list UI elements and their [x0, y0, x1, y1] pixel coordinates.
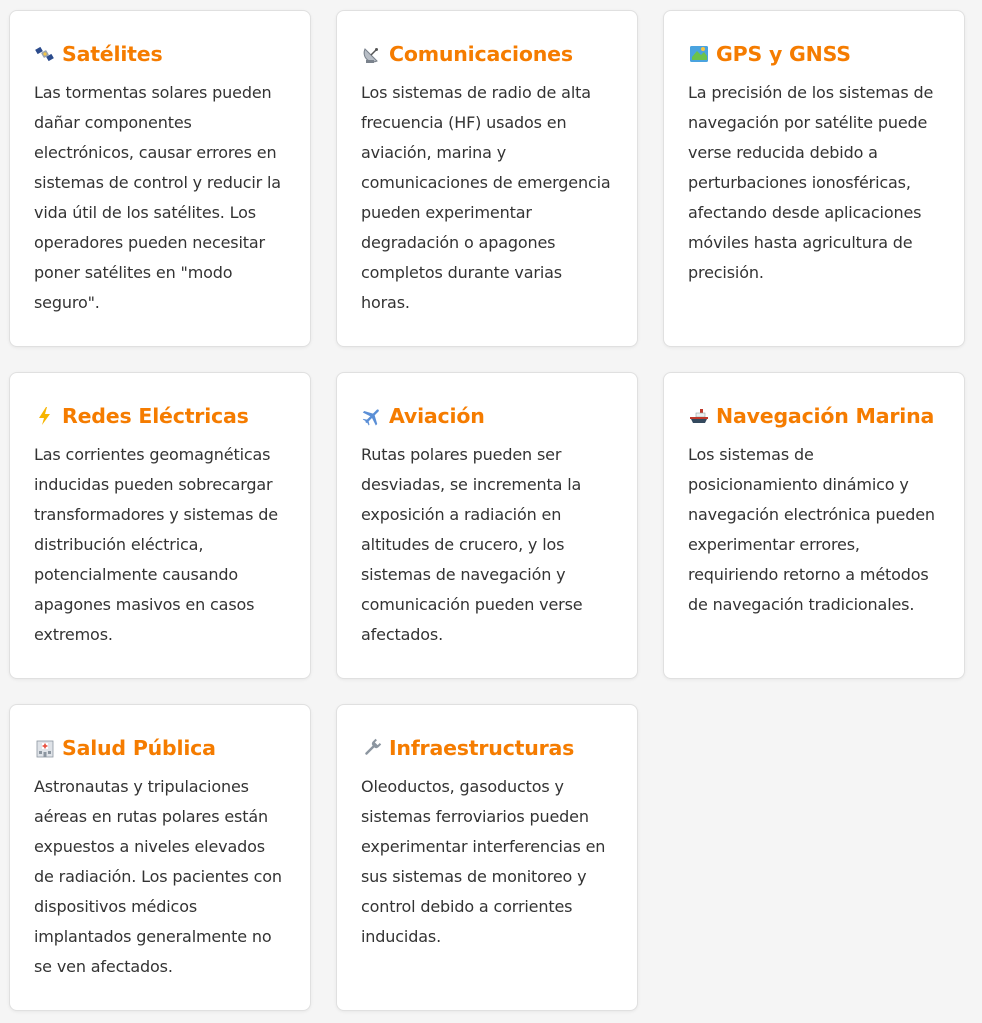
card-navegacion-marina — [663, 372, 965, 679]
card-title — [34, 735, 286, 761]
satellite-icon — [34, 43, 56, 65]
card-description: Las tormentas solares pueden dañar componentes electrónicos, causar errores en sistemas de control y reducir la vida útil de los satélites. Los operadores pueden necesitar poner satélites en "modo seguro". — [34, 83, 281, 312]
card-title-text: Satélites — [62, 42, 163, 66]
card-description: Rutas polares pueden ser desviadas, se incrementa la exposición a radiación en altitudes de crucero, y los sistemas de navegación y comunicación pueden verse afectados. — [361, 445, 583, 644]
satellite-dish-icon — [361, 43, 383, 65]
card-title-text: Salud Pública — [62, 736, 216, 760]
card-title — [361, 735, 613, 761]
card-description: Astronautas y tripulaciones aéreas en rutas polares están expuestos a niveles elevados de radiación. Los pacientes con dispositivos médicos implantados generalmente no se ven afectados. — [34, 777, 282, 976]
wrench-icon — [361, 737, 383, 759]
card-title-text: Infraestructuras — [389, 736, 575, 760]
card-title-text: Aviación — [389, 404, 485, 428]
card-title — [688, 41, 940, 67]
card-title — [688, 403, 940, 429]
card-title — [34, 403, 286, 429]
card-title-text: Comunicaciones — [389, 42, 573, 66]
card-aviacion — [336, 372, 638, 679]
card-description: La precisión de los sistemas de navegación por satélite puede verse reducida debido a perturbaciones ionosféricas, afectando desde aplicaciones móviles hasta agricultura de precisión. — [688, 83, 934, 282]
card-title — [361, 41, 613, 67]
card-title-text: GPS y GNSS — [716, 42, 851, 66]
card-gps-gnss — [663, 10, 965, 347]
ship-icon — [688, 405, 710, 427]
card-description: Las corrientes geomagnéticas inducidas pueden sobrecargar transformadores y sistemas de distribución eléctrica, potencialmente causando apagones masivos en casos extremos. — [34, 445, 278, 644]
card-description: Oleoductos, gasoductos y sistemas ferroviarios pueden experimentar interferencias en sus sistemas de monitoreo y control debido a corrientes inducidas. — [361, 777, 606, 946]
card-title — [34, 41, 286, 67]
map-icon — [688, 43, 710, 65]
card-description: Los sistemas de radio de alta frecuencia (HF) usados en aviación, marina y comunicaciones de emergencia pueden experimentar degradación o apagones completos durante varias horas. — [361, 83, 611, 312]
card-title-text: Navegación Marina — [716, 404, 935, 428]
card-redes-electricas — [9, 372, 311, 679]
card-title-text: Redes Eléctricas — [62, 404, 249, 428]
card-title — [361, 403, 613, 429]
card-infraestructuras — [336, 704, 638, 1011]
card-satelites — [9, 10, 311, 347]
lightning-icon — [34, 405, 56, 427]
airplane-icon — [361, 405, 383, 427]
card-comunicaciones — [336, 10, 638, 347]
card-description: Los sistemas de posicionamiento dinámico y navegación electrónica pueden experimentar errores, requiriendo retorno a métodos de navegación tradicionales. — [688, 445, 935, 614]
card-salud-publica — [9, 704, 311, 1011]
hospital-icon — [34, 737, 56, 759]
